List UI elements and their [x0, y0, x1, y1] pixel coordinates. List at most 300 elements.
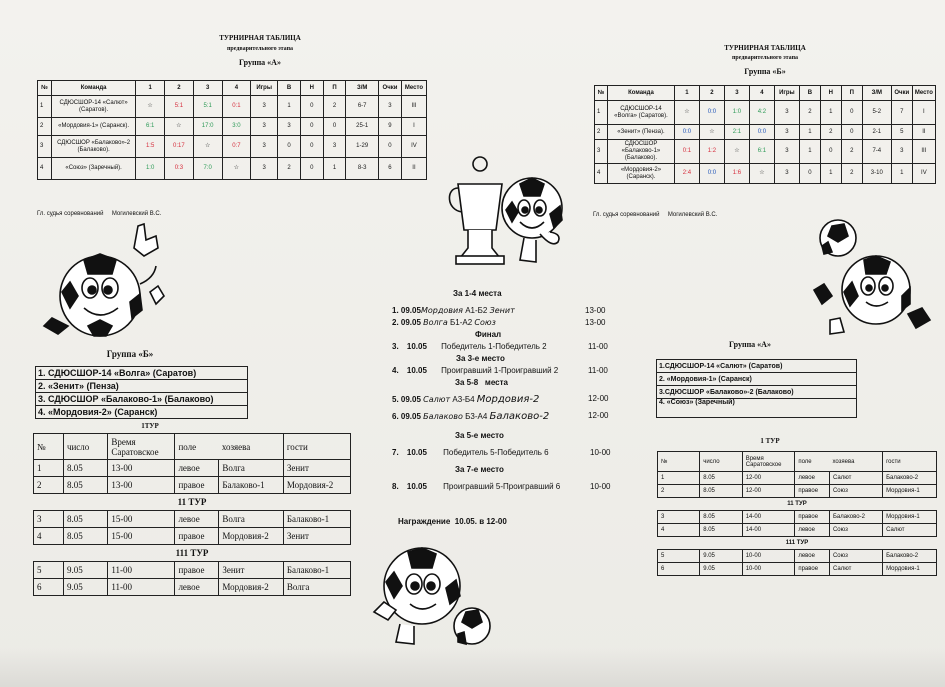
place-cell: II [912, 125, 935, 140]
table-row [38, 118, 427, 136]
games-cell: 3 [251, 96, 278, 118]
handwritten-team: Волга [423, 318, 448, 327]
match-7 [392, 448, 549, 457]
match-time: 12-00 [588, 411, 609, 420]
cell: 8.05 [700, 524, 742, 537]
score-cell: 4:2 [749, 101, 774, 125]
col-header: Н [820, 86, 841, 101]
cell: 5 [34, 562, 64, 579]
cell: 3 [658, 511, 700, 524]
goals-cell: 7-4 [862, 140, 891, 164]
score-cell: 0:3 [164, 158, 193, 180]
cell: 10-00 [742, 550, 795, 563]
points-cell: 3 [891, 140, 912, 164]
cell: 12-00 [742, 472, 795, 485]
col-header: хозяева [829, 452, 882, 472]
group-a-subtitle: предварительного этапа [226, 46, 294, 52]
handwritten-team: Салют [423, 395, 451, 404]
group-a-title: ТУРНИРНАЯ ТАБЛИЦА [219, 34, 301, 42]
col-header: Команда [607, 86, 674, 101]
group-a-name: Группа «А» [239, 58, 281, 67]
team-entry: 2. «Мордовия-1» (Саранск) [657, 373, 857, 386]
cell: 14-00 [742, 524, 795, 537]
team-name: «Мордовия-2» (Саранск). [607, 164, 674, 184]
cell: Балаково-1 [283, 511, 350, 528]
team-name: «Мордовия-1» (Саранск). [51, 118, 135, 136]
draws-cell: 1 [820, 101, 841, 125]
col-header: 4 [749, 86, 774, 101]
handwritten-team: Мордовия [420, 306, 463, 315]
losses-cell: 0 [841, 101, 862, 125]
cell: Союз [829, 485, 882, 498]
goals-cell: 2-1 [862, 125, 891, 140]
col-header: № [34, 434, 64, 460]
match-1 [392, 306, 515, 315]
col-header: В [278, 81, 301, 96]
match-number: 5. [392, 395, 399, 404]
wins-cell: 2 [799, 101, 820, 125]
score-cell: 5:1 [193, 96, 222, 118]
section-heading: За 5-е место [455, 431, 504, 440]
cell: Союз [829, 524, 882, 537]
score-cell: 0:0 [699, 164, 724, 184]
col-header: Команда [51, 81, 135, 96]
col-header: П [841, 86, 862, 101]
score-cell: 2:1 [724, 125, 749, 140]
cell: 1 [34, 460, 64, 477]
star-cell: ☆ [724, 140, 749, 164]
team-entry: 4. «Мордовия-2» (Саранск) [36, 406, 248, 419]
games-cell: 3 [774, 125, 799, 140]
cell: Зенит [283, 460, 350, 477]
row-number: 1 [595, 101, 608, 125]
col-header: 2 [699, 86, 724, 101]
table-row [595, 140, 936, 164]
table-header-row [658, 452, 937, 472]
wins-cell: 1 [278, 96, 301, 118]
col-header: В [799, 86, 820, 101]
col-header: гости [283, 434, 350, 460]
cell: Мордовия-2 [283, 477, 350, 494]
goals-cell: 3-10 [862, 164, 891, 184]
match-number: 1. [392, 306, 399, 315]
col-header: гости [883, 452, 937, 472]
section-heading: За 1-4 места [453, 289, 502, 298]
table-row [658, 472, 937, 485]
cell: Салют [829, 563, 882, 576]
match-date: 09.05 [400, 395, 421, 404]
table-row [34, 579, 351, 596]
team-name: «Зенит» (Пенза). [607, 125, 674, 140]
cell: 15-00 [108, 511, 175, 528]
match-desc: Проигравший 5-Проигравший 6 [443, 482, 561, 491]
table-row [34, 562, 351, 579]
col-header: число [63, 434, 107, 460]
games-cell: 3 [774, 140, 799, 164]
cell: 8.05 [700, 485, 742, 498]
wins-cell: 0 [799, 164, 820, 184]
cell: правое [795, 563, 830, 576]
losses-cell: 3 [323, 136, 346, 158]
table-row [658, 511, 937, 524]
col-header: число [700, 452, 742, 472]
list-item [36, 367, 248, 380]
col-header: 1 [136, 81, 165, 96]
col-header: Н [300, 81, 323, 96]
judge-signature: Гл. судья соревнований Могилевский В.С. [37, 211, 162, 217]
score-cell: 0:0 [749, 125, 774, 140]
score-cell: 17:0 [193, 118, 222, 136]
col-header: Место [912, 86, 935, 101]
table-header-row [595, 86, 936, 101]
left-schedule-table [33, 433, 351, 596]
cell: 12-00 [742, 485, 795, 498]
match-6 [392, 411, 549, 422]
cell: Союз [829, 550, 882, 563]
place-cell: I [401, 118, 426, 136]
team-name: СДЮСШОР «Балаково-1» (Балаково). [607, 140, 674, 164]
wins-cell: 1 [799, 125, 820, 140]
cell: 9.05 [700, 550, 742, 563]
match-date: 09.05 [400, 412, 421, 421]
score-cell: 6:1 [136, 118, 165, 136]
match-time: 10-00 [590, 482, 611, 491]
place-cell: III [401, 96, 426, 118]
table-row [38, 158, 427, 180]
cell: 8.05 [63, 460, 107, 477]
goals-cell: 8-3 [346, 158, 379, 180]
cell: Мордовия-1 [883, 563, 937, 576]
star-cell: ☆ [164, 118, 193, 136]
right-group-title: Группа «А» [729, 340, 771, 349]
list-item [36, 393, 248, 406]
cell: Салют [883, 524, 937, 537]
score-cell: 0:0 [674, 125, 699, 140]
score-cell: 0:0 [699, 101, 724, 125]
col-header: З/М [346, 81, 379, 96]
place-cell: III [912, 140, 935, 164]
cell: 3 [34, 511, 64, 528]
match-4 [392, 366, 558, 375]
wins-cell: 2 [278, 158, 301, 180]
left-group-title: Группа «Б» [106, 349, 154, 359]
cell: 8.05 [63, 477, 107, 494]
match-pair: Б1-А2 [450, 318, 473, 327]
col-header: П [323, 81, 346, 96]
right-schedule-table [657, 451, 937, 576]
col-header: 3 [724, 86, 749, 101]
section-heading: За 5-8 места [455, 378, 508, 387]
table-row [595, 164, 936, 184]
group-a-standings-table [37, 80, 427, 180]
col-header: Игры [251, 81, 278, 96]
score-cell: 5:1 [164, 96, 193, 118]
table-row [595, 125, 936, 140]
ball-with-small-ball-illustration [370, 540, 500, 655]
section-heading: За 7-е место [455, 465, 504, 474]
list-item [36, 380, 248, 393]
star-cell: ☆ [674, 101, 699, 125]
col-header: З/М [862, 86, 891, 101]
draws-cell: 0 [300, 118, 323, 136]
group-b-title: ТУРНИРНАЯ ТАБЛИЦА [724, 44, 806, 52]
handwritten-team: Мордовия-2 [476, 394, 540, 405]
losses-cell: 1 [323, 158, 346, 180]
table-row [595, 101, 936, 125]
cell: правое [795, 485, 830, 498]
team-name: СДЮСШОР «Балаково»-2 (Балаково). [51, 136, 135, 158]
match-desc: Победитель 5-Победитель 6 [443, 448, 549, 457]
star-cell: ☆ [749, 164, 774, 184]
team-name: СДЮСШОР-14 «Волга» (Саратов). [607, 101, 674, 125]
cell: 1 [658, 472, 700, 485]
points-cell: 0 [379, 136, 402, 158]
table-header-row [34, 434, 351, 460]
score-cell: 0:7 [222, 136, 251, 158]
points-cell: 3 [379, 96, 402, 118]
cell: левое [175, 579, 219, 596]
table-row [34, 460, 351, 477]
star-cell: ☆ [136, 96, 165, 118]
cell: левое [175, 511, 219, 528]
cell: 9.05 [63, 579, 107, 596]
col-header: Время Саратовское [742, 452, 795, 472]
small-ball-and-kicking-ball-illustration [810, 210, 935, 340]
star-cell: ☆ [193, 136, 222, 158]
score-cell: 3:0 [222, 118, 251, 136]
match-date: 09.05 [400, 306, 421, 315]
wins-cell: 3 [278, 118, 301, 136]
tour-label: 11 ТУР [34, 494, 351, 511]
goals-cell: 1-29 [346, 136, 379, 158]
match-3 [392, 342, 547, 351]
match-number: 7. [392, 448, 399, 457]
cell: Мордовия-1 [883, 485, 937, 498]
col-header: № [658, 452, 700, 472]
points-cell: 1 [891, 164, 912, 184]
match-desc: Победитель 1-Победитель 2 [441, 342, 547, 351]
team-entry: 4. «Союз» (Заречный) [657, 399, 857, 418]
cell: 9.05 [63, 562, 107, 579]
handwritten-team: Балаково-2 [489, 411, 550, 422]
draws-cell: 0 [300, 96, 323, 118]
col-header: Время Саратовское [108, 434, 175, 460]
match-2 [392, 318, 496, 327]
tour-row [34, 494, 351, 511]
losses-cell: 0 [841, 125, 862, 140]
losses-cell: 2 [323, 96, 346, 118]
cell: Балаково-1 [283, 562, 350, 579]
cell: 13-00 [108, 477, 175, 494]
games-cell: 3 [774, 164, 799, 184]
cell: 4 [658, 524, 700, 537]
match-pair: А1-Б2 [465, 306, 488, 315]
cell: 4 [34, 528, 64, 545]
goals-cell: 5-2 [862, 101, 891, 125]
losses-cell: 2 [841, 164, 862, 184]
match-date: 10.05 [406, 342, 427, 351]
cell: левое [795, 550, 830, 563]
cell: 8.05 [700, 472, 742, 485]
tour-row [34, 545, 351, 562]
table-row [34, 511, 351, 528]
match-number: 8. [392, 482, 399, 491]
goals-cell: 25-1 [346, 118, 379, 136]
match-8 [392, 482, 560, 491]
score-cell: 2:4 [674, 164, 699, 184]
cell: 9.05 [700, 563, 742, 576]
match-time: 11-00 [588, 366, 608, 375]
tour-label: 111 ТУР [34, 545, 351, 562]
score-cell: 6:1 [749, 140, 774, 164]
match-number: 6. [392, 412, 399, 421]
points-cell: 9 [379, 118, 402, 136]
match-date: 09.05 [400, 318, 421, 327]
losses-cell: 2 [841, 140, 862, 164]
group-b-subtitle: предварительного этапа [731, 55, 799, 61]
row-number: 3 [595, 140, 608, 164]
row-number: 2 [38, 118, 52, 136]
row-number: 2 [595, 125, 608, 140]
match-pair: Б3-А4 [465, 412, 488, 421]
table-row [34, 477, 351, 494]
match-date: 10.05 [406, 366, 427, 375]
judge-signature: Гл. судья соревнований Могилевский В.С. [593, 212, 718, 218]
col-header: 1 [674, 86, 699, 101]
table-row [658, 563, 937, 576]
tour-row [658, 498, 937, 511]
award-ceremony: Награждение 10.05. в 12-00 [398, 517, 507, 526]
team-entry: 1. СДЮСШОР-14 «Волга» (Саратов) [36, 367, 248, 380]
cell: Мордовия-2 [219, 528, 284, 545]
match-time: 13-00 [585, 306, 606, 315]
handwritten-team: Союз [474, 318, 496, 327]
match-desc: Проигравший 1-Проигравший 2 [441, 366, 559, 375]
cell: Зенит [283, 528, 350, 545]
wins-cell: 0 [278, 136, 301, 158]
cell: 8.05 [63, 511, 107, 528]
cell: Балаково-2 [829, 511, 882, 524]
table-row [34, 528, 351, 545]
match-number: 4. [392, 366, 399, 375]
match-5 [392, 394, 539, 405]
games-cell: 3 [774, 101, 799, 125]
draws-cell: 0 [820, 140, 841, 164]
table-row [658, 524, 937, 537]
cell: 8.05 [63, 528, 107, 545]
cell: Балаково-1 [219, 477, 284, 494]
games-cell: 3 [251, 136, 278, 158]
star-cell: ☆ [699, 125, 724, 140]
section-heading: Финал [475, 330, 502, 339]
cell: левое [795, 472, 830, 485]
draws-cell: 2 [820, 125, 841, 140]
cell: 11-00 [108, 579, 175, 596]
col-header: Очки [379, 81, 402, 96]
col-header: 4 [222, 81, 251, 96]
cell: Зенит [219, 562, 284, 579]
col-header: Место [401, 81, 426, 96]
score-cell: 1:0 [136, 158, 165, 180]
col-header: поле [175, 434, 219, 460]
list-item [657, 373, 857, 386]
match-time: 12-00 [588, 394, 609, 403]
cell: Балаково-2 [883, 472, 937, 485]
losses-cell: 0 [323, 118, 346, 136]
col-header: хозяева [219, 434, 284, 460]
team-entry: 2. «Зенит» (Пенза) [36, 380, 248, 393]
cell: Волга [219, 511, 284, 528]
section-heading: За 3-е место [456, 354, 505, 363]
cell: Мордовия-2 [219, 579, 284, 596]
match-pair: А3-Б4 [452, 395, 475, 404]
row-number: 1 [38, 96, 52, 118]
handwritten-team: Балаково [423, 412, 463, 421]
left-team-list [35, 366, 248, 419]
cell: 11-00 [108, 562, 175, 579]
cell: левое [175, 460, 219, 477]
col-header: 2 [164, 81, 193, 96]
col-header: Игры [774, 86, 799, 101]
tour-row [658, 537, 937, 550]
place-cell: IV [912, 164, 935, 184]
table-row [658, 485, 937, 498]
col-header: № [38, 81, 52, 96]
row-number: 4 [38, 158, 52, 180]
draws-cell: 0 [300, 136, 323, 158]
team-name: «Союз» (Заречный). [51, 158, 135, 180]
team-entry: 3. СДЮСШОР «Балаково-1» (Балаково) [36, 393, 248, 406]
draws-cell: 0 [300, 158, 323, 180]
points-cell: 6 [379, 158, 402, 180]
cell: Салют [829, 472, 882, 485]
cell: Мордовия-1 [883, 511, 937, 524]
cell: 13-00 [108, 460, 175, 477]
team-name: СДЮСШОР-14 «Салют» (Саратов). [51, 96, 135, 118]
place-cell: I [912, 101, 935, 125]
right-tour-label: 1 ТУР [760, 437, 780, 445]
cell: 8.05 [700, 511, 742, 524]
handwritten-team: Зенит [489, 306, 515, 315]
list-item [36, 406, 248, 419]
score-cell: 1:6 [724, 164, 749, 184]
cell: 5 [658, 550, 700, 563]
place-cell: II [401, 158, 426, 180]
score-cell: 1:5 [136, 136, 165, 158]
match-time: 13-00 [585, 318, 606, 327]
score-cell: 1:2 [699, 140, 724, 164]
star-cell: ☆ [222, 158, 251, 180]
cell: правое [175, 562, 219, 579]
cell: 10-00 [742, 563, 795, 576]
score-cell: 0:1 [222, 96, 251, 118]
score-cell: 7:0 [193, 158, 222, 180]
cell: левое [795, 524, 830, 537]
match-number: 2. [392, 318, 399, 327]
cell: Балаково-2 [883, 550, 937, 563]
cell: 6 [658, 563, 700, 576]
cell: 14-00 [742, 511, 795, 524]
match-time: 11-00 [588, 342, 608, 351]
cell: правое [175, 528, 219, 545]
score-cell: 1:0 [724, 101, 749, 125]
group-b-standings-table [594, 85, 936, 184]
right-team-list [656, 359, 857, 418]
table-row [658, 550, 937, 563]
cell: правое [795, 511, 830, 524]
tour-label: 11 ТУР [658, 498, 937, 511]
row-number: 3 [38, 136, 52, 158]
